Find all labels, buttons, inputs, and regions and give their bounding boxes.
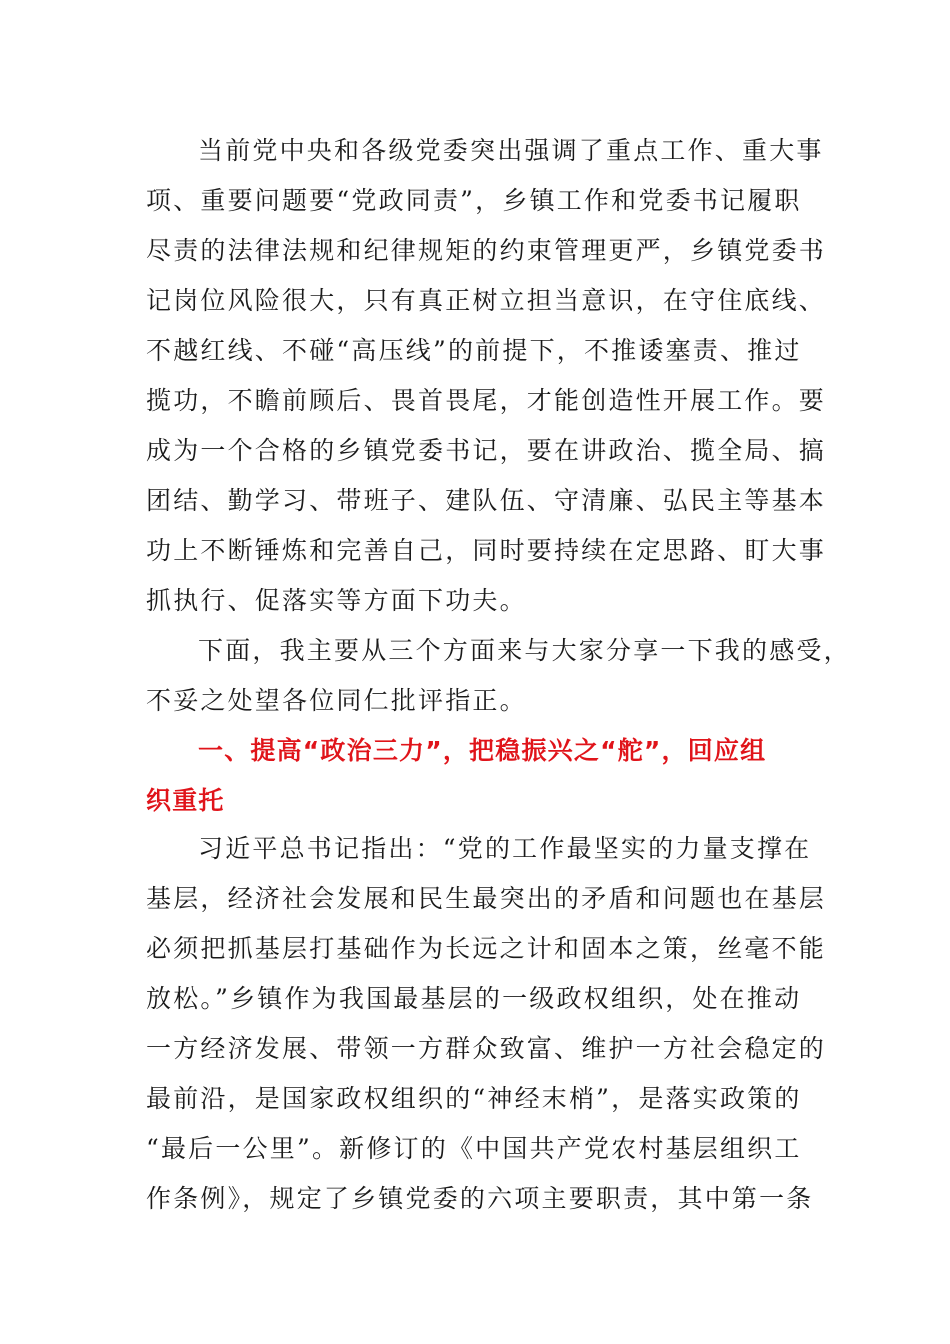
- paragraph-line: 功上不断锤炼和完善自己，同时要持续在定思路、盯大事: [146, 536, 827, 565]
- paragraph-line: 揽功，不瞻前顾后、畏首畏尾，才能创造性开展工作。要: [146, 386, 827, 415]
- paragraph-line: “最后一公里”。新修订的《中国共产党农村基层组织工: [146, 1134, 802, 1163]
- paragraph-1: [146, 126, 827, 626]
- section-heading-1: [146, 726, 806, 826]
- paragraph-line: 最前沿，是国家政权组织的“神经末梢”，是落实政策的: [146, 1084, 802, 1113]
- paragraph-line: 当前党中央和各级党委突出强调了重点工作、重大事: [198, 136, 824, 165]
- paragraph-line: 一方经济发展、带领一方群众致富、维护一方社会稳定的: [146, 1034, 827, 1063]
- paragraph-line: 成为一个合格的乡镇党委书记，要在讲政治、揽全局、搞: [146, 436, 827, 465]
- heading-line: 一、提高“政治三力”，把稳振兴之“舵”，回应组: [198, 736, 767, 765]
- paragraph-line: 基层，经济社会发展和民生最突出的矛盾和问题也在基层: [146, 884, 827, 913]
- heading-line: 织重托: [146, 786, 225, 815]
- paragraph-line: 习近平总书记指出：“党的工作最坚实的力量支撑在: [198, 834, 812, 863]
- paragraph-line: 作条例》，规定了乡镇党委的六项主要职责，其中第一条: [146, 1184, 814, 1213]
- paragraph-line: 尽责的法律法规和纪律规矩的约束管理更严，乡镇党委书: [146, 236, 827, 265]
- paragraph-line: 必须把抓基层打基础作为长远之计和固本之策，丝毫不能: [146, 934, 827, 963]
- paragraph-line: 抓执行、促落实等方面下功夫。: [146, 586, 527, 615]
- paragraph-3: [146, 824, 827, 1224]
- paragraph-line: 不越红线、不碰“高压线”的前提下，不推诿塞责、推过: [146, 336, 802, 365]
- paragraph-line: 放松。”乡镇作为我国最基层的一级政权组织，处在推动: [146, 984, 802, 1013]
- paragraph-line: 下面，我主要从三个方面来与大家分享一下我的感受，: [198, 636, 851, 665]
- paragraph-line: 团结、勤学习、带班子、建队伍、守清廉、弘民主等基本: [146, 486, 827, 515]
- paragraph-2: [146, 626, 851, 726]
- paragraph-line: 项、重要问题要“党政同责”，乡镇工作和党委书记履职: [146, 186, 802, 215]
- paragraph-line: 记岗位风险很大，只有真正树立担当意识，在守住底线、: [146, 286, 827, 315]
- paragraph-line: 不妥之处望各位同仁批评指正。: [146, 686, 527, 715]
